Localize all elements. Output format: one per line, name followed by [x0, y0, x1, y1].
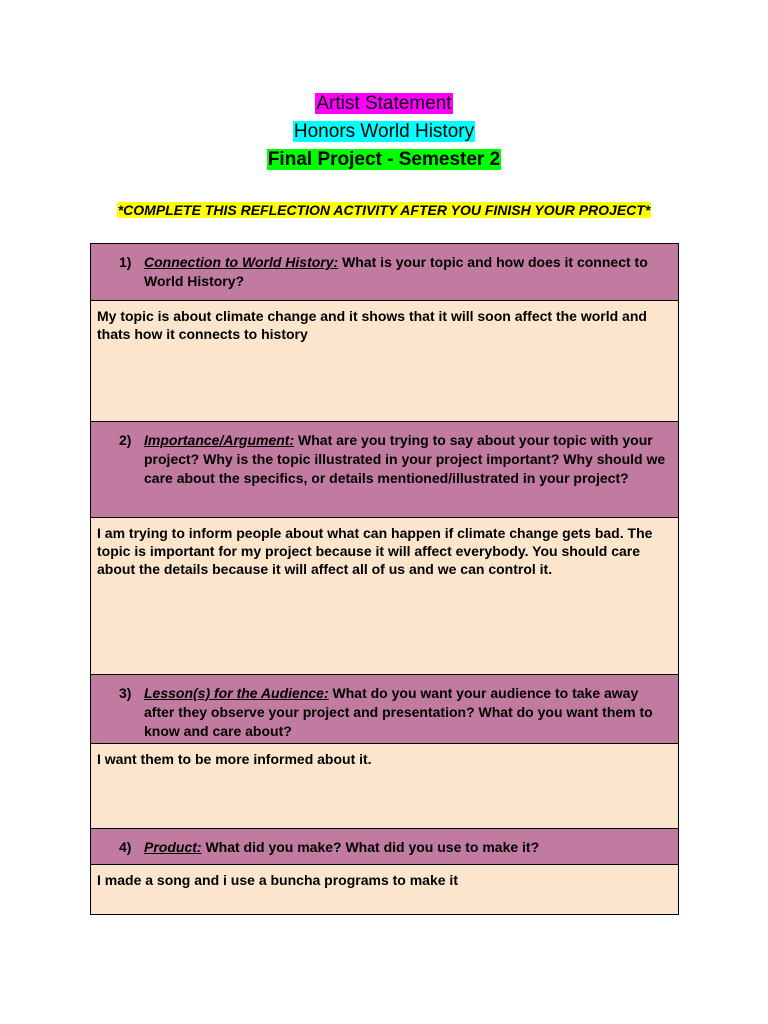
question-number: 3) — [119, 685, 132, 701]
question-cell-1 — [91, 244, 679, 301]
answer-cell-4[interactable] — [91, 865, 679, 915]
instruction-text: *COMPLETE THIS REFLECTION ACTIVITY AFTER YOU FINISH YOUR PROJECT* — [117, 202, 651, 218]
question-text — [144, 431, 666, 488]
document-title: Artist Statement — [316, 93, 452, 114]
question-label: Product: — [144, 839, 202, 855]
question-number: 4) — [119, 839, 132, 855]
question-cell-4 — [91, 829, 679, 865]
question-prompt: What do you want your audience to take away after they observe your project and presentation? What do you want them to know and care about? — [144, 685, 653, 739]
question-row — [91, 675, 679, 744]
question-row — [91, 244, 679, 301]
question-cell-3 — [91, 675, 679, 744]
question-text — [144, 253, 666, 291]
question-text — [144, 838, 666, 857]
question-prompt: What are you trying to say about your topic with your project? Why is the topic illustrated in your project important? Why should we care about the specifics, or details mentioned/illustrated in your project? — [144, 432, 666, 486]
answer-row — [91, 744, 679, 829]
answer-row — [91, 518, 679, 675]
answer-text: I am trying to inform people about what can happen if climate change gets bad. The topic is important for my project because it will affect everybody. You should care about the details because it will affect all of us and we can control it. — [97, 525, 653, 577]
project-name: Final Project - Semester 2 — [267, 149, 501, 170]
title-line — [0, 92, 768, 116]
reflection-table — [90, 243, 679, 915]
answer-cell-3[interactable] — [91, 744, 679, 829]
answer-row — [91, 301, 679, 422]
question-label: Lesson(s) for the Audience: — [144, 685, 329, 701]
question-prompt: What is your topic and how does it connect to World History? — [144, 254, 648, 289]
question-number: 2) — [119, 432, 132, 448]
answer-text: My topic is about climate change and it shows that it will soon affect the world and thats how it connects to history — [97, 308, 647, 342]
answer-text: I want them to be more informed about it. — [97, 751, 372, 767]
question-cell-2 — [91, 422, 679, 518]
course-name: Honors World History — [293, 121, 475, 142]
answer-cell-2[interactable] — [91, 518, 679, 675]
answer-row — [91, 865, 679, 915]
answer-cell-1[interactable] — [91, 301, 679, 422]
question-prompt: What did you make? What did you use to make it? — [201, 839, 540, 855]
course-line — [0, 120, 768, 144]
question-label: Importance/Argument: — [144, 432, 295, 448]
question-number: 1) — [119, 254, 132, 270]
project-line — [0, 148, 768, 172]
question-row — [91, 422, 679, 518]
question-text — [144, 684, 666, 741]
question-label: Connection to World History: — [144, 254, 339, 270]
instruction-line — [0, 201, 768, 219]
answer-text: I made a song and i use a buncha programs to make it — [97, 872, 458, 888]
question-row — [91, 829, 679, 865]
